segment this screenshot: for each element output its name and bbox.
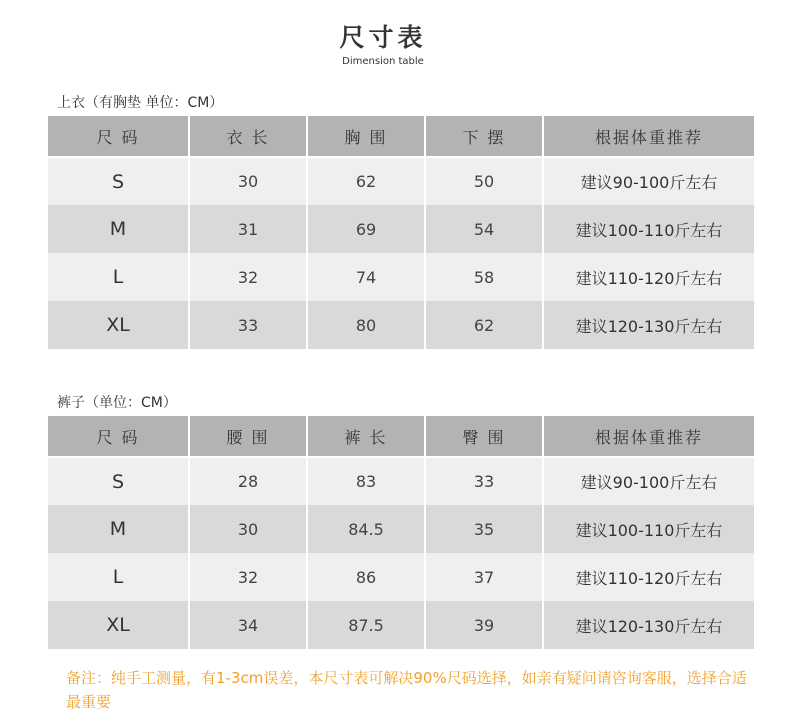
value-cell: 28 bbox=[189, 457, 307, 505]
recommendation-cell: 建议90-100斤左右 bbox=[543, 457, 754, 505]
size-cell: XL bbox=[48, 601, 189, 649]
value-cell: 31 bbox=[189, 205, 307, 253]
header-chest: 胸 围 bbox=[307, 116, 425, 157]
recommendation-cell: 建议110-120斤左右 bbox=[543, 253, 754, 301]
recommendation-cell: 建议110-120斤左右 bbox=[543, 553, 754, 601]
table-row bbox=[48, 205, 754, 253]
value-cell: 74 bbox=[307, 253, 425, 301]
value-cell: 33 bbox=[189, 301, 307, 349]
value-cell: 84.5 bbox=[307, 505, 425, 553]
table-row bbox=[48, 457, 754, 505]
value-cell: 30 bbox=[189, 505, 307, 553]
table-row bbox=[48, 253, 754, 301]
header-waist: 腰 围 bbox=[189, 416, 307, 457]
size-cell: L bbox=[48, 253, 189, 301]
size-cell: M bbox=[48, 205, 189, 253]
value-cell: 86 bbox=[307, 553, 425, 601]
value-cell: 69 bbox=[307, 205, 425, 253]
value-cell: 30 bbox=[189, 157, 307, 205]
recommendation-cell: 建议100-110斤左右 bbox=[543, 505, 754, 553]
recommendation-cell: 建议120-130斤左右 bbox=[543, 601, 754, 649]
value-cell: 39 bbox=[425, 601, 543, 649]
pants-size-table bbox=[48, 416, 754, 649]
header-recommendation: 根据体重推荐 bbox=[543, 416, 754, 457]
header-pants-length: 裤 长 bbox=[307, 416, 425, 457]
value-cell: 80 bbox=[307, 301, 425, 349]
pants-section-label: 裤子（单位：CM） bbox=[57, 395, 177, 411]
value-cell: 32 bbox=[189, 253, 307, 301]
table-header-row bbox=[48, 416, 754, 457]
table-row bbox=[48, 553, 754, 601]
table-row bbox=[48, 157, 754, 205]
value-cell: 50 bbox=[425, 157, 543, 205]
header-size: 尺 码 bbox=[48, 116, 189, 157]
value-cell: 62 bbox=[307, 157, 425, 205]
header-size: 尺 码 bbox=[48, 416, 189, 457]
value-cell: 32 bbox=[189, 553, 307, 601]
table-row bbox=[48, 505, 754, 553]
value-cell: 33 bbox=[425, 457, 543, 505]
header-hem: 下 摆 bbox=[425, 116, 543, 157]
value-cell: 62 bbox=[425, 301, 543, 349]
tops-size-table bbox=[48, 116, 754, 349]
value-cell: 35 bbox=[425, 505, 543, 553]
value-cell: 34 bbox=[189, 601, 307, 649]
size-cell: S bbox=[48, 457, 189, 505]
table-header-row bbox=[48, 116, 754, 157]
value-cell: 87.5 bbox=[307, 601, 425, 649]
recommendation-cell: 建议120-130斤左右 bbox=[543, 301, 754, 349]
value-cell: 58 bbox=[425, 253, 543, 301]
value-cell: 37 bbox=[425, 553, 543, 601]
value-cell: 83 bbox=[307, 457, 425, 505]
page-subtitle: Dimension table bbox=[342, 56, 424, 67]
tops-section-label: 上衣（有胸垫 单位：CM） bbox=[57, 95, 224, 111]
header-length: 衣 长 bbox=[189, 116, 307, 157]
size-cell: M bbox=[48, 505, 189, 553]
size-cell: XL bbox=[48, 301, 189, 349]
size-cell: L bbox=[48, 553, 189, 601]
measurement-note: 备注：纯手工测量，有1-3cm误差，本尺寸表可解决90%尺码选择，如亲有疑问请咨询客服，选择合适最重要 bbox=[66, 669, 747, 711]
page-title: 尺寸表 bbox=[339, 23, 427, 52]
table-row bbox=[48, 301, 754, 349]
table-row bbox=[48, 601, 754, 649]
header-hip: 臀 围 bbox=[425, 416, 543, 457]
value-cell: 54 bbox=[425, 205, 543, 253]
header-recommendation: 根据体重推荐 bbox=[543, 116, 754, 157]
recommendation-cell: 建议90-100斤左右 bbox=[543, 157, 754, 205]
size-cell: S bbox=[48, 157, 189, 205]
recommendation-cell: 建议100-110斤左右 bbox=[543, 205, 754, 253]
